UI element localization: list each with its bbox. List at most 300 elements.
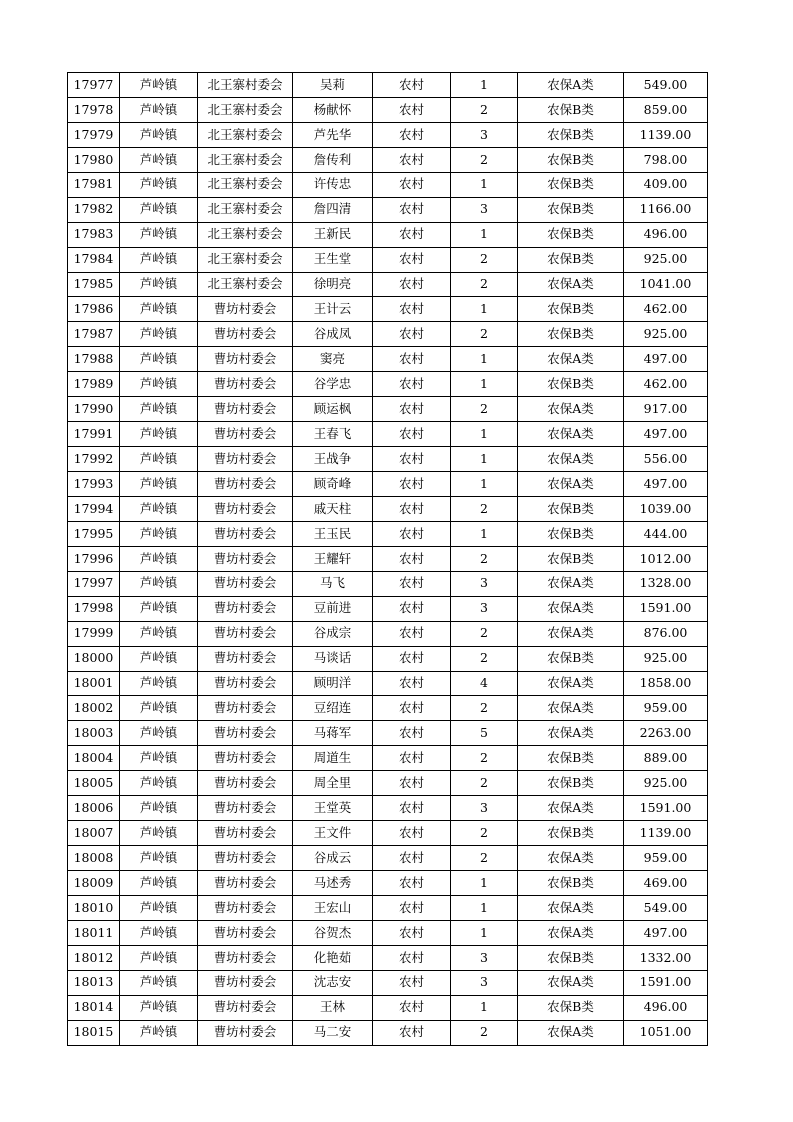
record-id-cell: 18009 xyxy=(68,871,120,896)
town-cell: 芦岭镇 xyxy=(120,73,198,98)
village-committee-cell: 曹坊村委会 xyxy=(198,546,293,571)
town-cell: 芦岭镇 xyxy=(120,322,198,347)
amount-cell: 1051.00 xyxy=(624,1020,708,1045)
amount-cell: 1858.00 xyxy=(624,671,708,696)
household-size-cell: 2 xyxy=(451,621,518,646)
village-committee-cell: 曹坊村委会 xyxy=(198,970,293,995)
household-size-cell: 1 xyxy=(451,871,518,896)
household-size-cell: 1 xyxy=(451,222,518,247)
town-cell: 芦岭镇 xyxy=(120,621,198,646)
roster-table xyxy=(67,72,708,1046)
name-cell: 马述秀 xyxy=(293,871,373,896)
name-cell: 马蒋军 xyxy=(293,721,373,746)
table-row xyxy=(68,596,708,621)
table-row xyxy=(68,496,708,521)
amount-cell: 1041.00 xyxy=(624,272,708,297)
area-type-cell: 农村 xyxy=(373,895,451,920)
insurance-category-cell: 农保B类 xyxy=(518,746,624,771)
household-size-cell: 3 xyxy=(451,571,518,596)
area-type-cell: 农村 xyxy=(373,347,451,372)
record-id-cell: 17980 xyxy=(68,147,120,172)
area-type-cell: 农村 xyxy=(373,995,451,1020)
town-cell: 芦岭镇 xyxy=(120,945,198,970)
area-type-cell: 农村 xyxy=(373,422,451,447)
record-id-cell: 17997 xyxy=(68,571,120,596)
roster-body xyxy=(68,73,708,1046)
record-id-cell: 17992 xyxy=(68,447,120,472)
area-type-cell: 农村 xyxy=(373,197,451,222)
record-id-cell: 17981 xyxy=(68,172,120,197)
insurance-category-cell: 农保B类 xyxy=(518,322,624,347)
table-row xyxy=(68,821,708,846)
insurance-category-cell: 农保A类 xyxy=(518,447,624,472)
name-cell: 马谈话 xyxy=(293,646,373,671)
name-cell: 王文件 xyxy=(293,821,373,846)
record-id-cell: 17988 xyxy=(68,347,120,372)
town-cell: 芦岭镇 xyxy=(120,696,198,721)
town-cell: 芦岭镇 xyxy=(120,372,198,397)
village-committee-cell: 北王寨村委会 xyxy=(198,197,293,222)
household-size-cell: 2 xyxy=(451,496,518,521)
village-committee-cell: 曹坊村委会 xyxy=(198,472,293,497)
table-row xyxy=(68,646,708,671)
village-committee-cell: 曹坊村委会 xyxy=(198,920,293,945)
amount-cell: 959.00 xyxy=(624,846,708,871)
household-size-cell: 2 xyxy=(451,147,518,172)
name-cell: 谷学忠 xyxy=(293,372,373,397)
village-committee-cell: 曹坊村委会 xyxy=(198,995,293,1020)
village-committee-cell: 曹坊村委会 xyxy=(198,422,293,447)
village-committee-cell: 曹坊村委会 xyxy=(198,297,293,322)
name-cell: 王新民 xyxy=(293,222,373,247)
record-id-cell: 18008 xyxy=(68,846,120,871)
name-cell: 王林 xyxy=(293,995,373,1020)
household-size-cell: 2 xyxy=(451,746,518,771)
area-type-cell: 农村 xyxy=(373,73,451,98)
table-row xyxy=(68,696,708,721)
household-size-cell: 1 xyxy=(451,447,518,472)
village-committee-cell: 曹坊村委会 xyxy=(198,621,293,646)
village-committee-cell: 曹坊村委会 xyxy=(198,1020,293,1045)
table-row xyxy=(68,472,708,497)
town-cell: 芦岭镇 xyxy=(120,521,198,546)
town-cell: 芦岭镇 xyxy=(120,821,198,846)
table-row xyxy=(68,322,708,347)
name-cell: 王宏山 xyxy=(293,895,373,920)
village-committee-cell: 曹坊村委会 xyxy=(198,945,293,970)
area-type-cell: 农村 xyxy=(373,596,451,621)
amount-cell: 959.00 xyxy=(624,696,708,721)
village-committee-cell: 北王寨村委会 xyxy=(198,272,293,297)
area-type-cell: 农村 xyxy=(373,696,451,721)
name-cell: 豆绍连 xyxy=(293,696,373,721)
area-type-cell: 农村 xyxy=(373,122,451,147)
village-committee-cell: 曹坊村委会 xyxy=(198,871,293,896)
town-cell: 芦岭镇 xyxy=(120,297,198,322)
household-size-cell: 3 xyxy=(451,197,518,222)
name-cell: 沈志安 xyxy=(293,970,373,995)
record-id-cell: 17990 xyxy=(68,397,120,422)
record-id-cell: 18004 xyxy=(68,746,120,771)
record-id-cell: 17996 xyxy=(68,546,120,571)
record-id-cell: 18002 xyxy=(68,696,120,721)
insurance-category-cell: 农保A类 xyxy=(518,895,624,920)
name-cell: 王耀轩 xyxy=(293,546,373,571)
name-cell: 马二安 xyxy=(293,1020,373,1045)
village-committee-cell: 北王寨村委会 xyxy=(198,172,293,197)
insurance-category-cell: 农保B类 xyxy=(518,247,624,272)
town-cell: 芦岭镇 xyxy=(120,147,198,172)
name-cell: 顾奇峰 xyxy=(293,472,373,497)
insurance-category-cell: 农保A类 xyxy=(518,696,624,721)
amount-cell: 469.00 xyxy=(624,871,708,896)
insurance-category-cell: 农保A类 xyxy=(518,1020,624,1045)
household-size-cell: 1 xyxy=(451,521,518,546)
record-id-cell: 17987 xyxy=(68,322,120,347)
amount-cell: 917.00 xyxy=(624,397,708,422)
table-row xyxy=(68,197,708,222)
area-type-cell: 农村 xyxy=(373,721,451,746)
area-type-cell: 农村 xyxy=(373,970,451,995)
table-row xyxy=(68,771,708,796)
insurance-category-cell: 农保A类 xyxy=(518,571,624,596)
record-id-cell: 17994 xyxy=(68,496,120,521)
name-cell: 周全里 xyxy=(293,771,373,796)
insurance-category-cell: 农保B类 xyxy=(518,297,624,322)
name-cell: 谷成宗 xyxy=(293,621,373,646)
name-cell: 王计云 xyxy=(293,297,373,322)
amount-cell: 1328.00 xyxy=(624,571,708,596)
record-id-cell: 18011 xyxy=(68,920,120,945)
record-id-cell: 17998 xyxy=(68,596,120,621)
table-row xyxy=(68,272,708,297)
town-cell: 芦岭镇 xyxy=(120,447,198,472)
name-cell: 谷成凤 xyxy=(293,322,373,347)
record-id-cell: 18003 xyxy=(68,721,120,746)
town-cell: 芦岭镇 xyxy=(120,247,198,272)
insurance-category-cell: 农保A类 xyxy=(518,970,624,995)
insurance-category-cell: 农保A类 xyxy=(518,621,624,646)
household-size-cell: 1 xyxy=(451,73,518,98)
village-committee-cell: 曹坊村委会 xyxy=(198,322,293,347)
name-cell: 王玉民 xyxy=(293,521,373,546)
table-row xyxy=(68,945,708,970)
name-cell: 谷成云 xyxy=(293,846,373,871)
name-cell: 谷贺杰 xyxy=(293,920,373,945)
area-type-cell: 农村 xyxy=(373,147,451,172)
table-row xyxy=(68,796,708,821)
town-cell: 芦岭镇 xyxy=(120,871,198,896)
town-cell: 芦岭镇 xyxy=(120,122,198,147)
household-size-cell: 2 xyxy=(451,397,518,422)
town-cell: 芦岭镇 xyxy=(120,970,198,995)
amount-cell: 925.00 xyxy=(624,322,708,347)
amount-cell: 556.00 xyxy=(624,447,708,472)
amount-cell: 496.00 xyxy=(624,222,708,247)
household-size-cell: 2 xyxy=(451,821,518,846)
area-type-cell: 农村 xyxy=(373,821,451,846)
table-row xyxy=(68,297,708,322)
area-type-cell: 农村 xyxy=(373,496,451,521)
household-size-cell: 1 xyxy=(451,995,518,1020)
household-size-cell: 1 xyxy=(451,347,518,372)
amount-cell: 889.00 xyxy=(624,746,708,771)
amount-cell: 1012.00 xyxy=(624,546,708,571)
village-committee-cell: 曹坊村委会 xyxy=(198,347,293,372)
household-size-cell: 3 xyxy=(451,970,518,995)
amount-cell: 462.00 xyxy=(624,297,708,322)
town-cell: 芦岭镇 xyxy=(120,546,198,571)
table-row xyxy=(68,147,708,172)
village-committee-cell: 曹坊村委会 xyxy=(198,496,293,521)
name-cell: 戚天柱 xyxy=(293,496,373,521)
amount-cell: 859.00 xyxy=(624,97,708,122)
amount-cell: 497.00 xyxy=(624,347,708,372)
table-row xyxy=(68,846,708,871)
insurance-category-cell: 农保B类 xyxy=(518,372,624,397)
household-size-cell: 1 xyxy=(451,372,518,397)
amount-cell: 1332.00 xyxy=(624,945,708,970)
village-committee-cell: 曹坊村委会 xyxy=(198,771,293,796)
insurance-category-cell: 农保A类 xyxy=(518,920,624,945)
amount-cell: 549.00 xyxy=(624,895,708,920)
town-cell: 芦岭镇 xyxy=(120,172,198,197)
area-type-cell: 农村 xyxy=(373,247,451,272)
table-row xyxy=(68,447,708,472)
household-size-cell: 3 xyxy=(451,945,518,970)
insurance-category-cell: 农保A类 xyxy=(518,73,624,98)
area-type-cell: 农村 xyxy=(373,846,451,871)
record-id-cell: 18001 xyxy=(68,671,120,696)
insurance-category-cell: 农保B类 xyxy=(518,496,624,521)
household-size-cell: 1 xyxy=(451,297,518,322)
table-row xyxy=(68,721,708,746)
table-row xyxy=(68,397,708,422)
village-committee-cell: 曹坊村委会 xyxy=(198,646,293,671)
town-cell: 芦岭镇 xyxy=(120,920,198,945)
insurance-category-cell: 农保B类 xyxy=(518,97,624,122)
village-committee-cell: 北王寨村委会 xyxy=(198,247,293,272)
table-row xyxy=(68,222,708,247)
name-cell: 詹传利 xyxy=(293,147,373,172)
area-type-cell: 农村 xyxy=(373,546,451,571)
record-id-cell: 17995 xyxy=(68,521,120,546)
household-size-cell: 3 xyxy=(451,796,518,821)
village-committee-cell: 曹坊村委会 xyxy=(198,671,293,696)
area-type-cell: 农村 xyxy=(373,322,451,347)
amount-cell: 1591.00 xyxy=(624,970,708,995)
town-cell: 芦岭镇 xyxy=(120,895,198,920)
area-type-cell: 农村 xyxy=(373,97,451,122)
town-cell: 芦岭镇 xyxy=(120,197,198,222)
village-committee-cell: 曹坊村委会 xyxy=(198,521,293,546)
insurance-category-cell: 农保B类 xyxy=(518,945,624,970)
record-id-cell: 17999 xyxy=(68,621,120,646)
name-cell: 化艳茹 xyxy=(293,945,373,970)
record-id-cell: 17982 xyxy=(68,197,120,222)
area-type-cell: 农村 xyxy=(373,222,451,247)
name-cell: 詹四清 xyxy=(293,197,373,222)
area-type-cell: 农村 xyxy=(373,521,451,546)
name-cell: 许传忠 xyxy=(293,172,373,197)
amount-cell: 925.00 xyxy=(624,646,708,671)
village-committee-cell: 曹坊村委会 xyxy=(198,696,293,721)
area-type-cell: 农村 xyxy=(373,372,451,397)
insurance-category-cell: 农保A类 xyxy=(518,671,624,696)
household-size-cell: 2 xyxy=(451,771,518,796)
area-type-cell: 农村 xyxy=(373,746,451,771)
area-type-cell: 农村 xyxy=(373,1020,451,1045)
record-id-cell: 18000 xyxy=(68,646,120,671)
village-committee-cell: 曹坊村委会 xyxy=(198,447,293,472)
record-id-cell: 18013 xyxy=(68,970,120,995)
record-id-cell: 17986 xyxy=(68,297,120,322)
town-cell: 芦岭镇 xyxy=(120,721,198,746)
town-cell: 芦岭镇 xyxy=(120,1020,198,1045)
insurance-category-cell: 农保A类 xyxy=(518,347,624,372)
record-id-cell: 17979 xyxy=(68,122,120,147)
table-row xyxy=(68,521,708,546)
town-cell: 芦岭镇 xyxy=(120,472,198,497)
household-size-cell: 2 xyxy=(451,546,518,571)
town-cell: 芦岭镇 xyxy=(120,571,198,596)
record-id-cell: 18006 xyxy=(68,796,120,821)
village-committee-cell: 曹坊村委会 xyxy=(198,571,293,596)
amount-cell: 1166.00 xyxy=(624,197,708,222)
table-row xyxy=(68,970,708,995)
name-cell: 王堂英 xyxy=(293,796,373,821)
amount-cell: 1039.00 xyxy=(624,496,708,521)
town-cell: 芦岭镇 xyxy=(120,846,198,871)
insurance-category-cell: 农保A类 xyxy=(518,721,624,746)
name-cell: 芦先华 xyxy=(293,122,373,147)
amount-cell: 409.00 xyxy=(624,172,708,197)
name-cell: 吴莉 xyxy=(293,73,373,98)
town-cell: 芦岭镇 xyxy=(120,272,198,297)
record-id-cell: 18007 xyxy=(68,821,120,846)
name-cell: 窦亮 xyxy=(293,347,373,372)
insurance-category-cell: 农保B类 xyxy=(518,821,624,846)
insurance-category-cell: 农保B类 xyxy=(518,646,624,671)
amount-cell: 876.00 xyxy=(624,621,708,646)
village-committee-cell: 曹坊村委会 xyxy=(198,895,293,920)
area-type-cell: 农村 xyxy=(373,272,451,297)
table-row xyxy=(68,571,708,596)
village-committee-cell: 北王寨村委会 xyxy=(198,122,293,147)
insurance-category-cell: 农保B类 xyxy=(518,995,624,1020)
insurance-category-cell: 农保A类 xyxy=(518,796,624,821)
town-cell: 芦岭镇 xyxy=(120,746,198,771)
table-row xyxy=(68,422,708,447)
area-type-cell: 农村 xyxy=(373,796,451,821)
record-id-cell: 17985 xyxy=(68,272,120,297)
area-type-cell: 农村 xyxy=(373,571,451,596)
amount-cell: 444.00 xyxy=(624,521,708,546)
household-size-cell: 2 xyxy=(451,1020,518,1045)
table-row xyxy=(68,920,708,945)
village-committee-cell: 曹坊村委会 xyxy=(198,796,293,821)
village-committee-cell: 曹坊村委会 xyxy=(198,596,293,621)
household-size-cell: 2 xyxy=(451,696,518,721)
insurance-category-cell: 农保B类 xyxy=(518,172,624,197)
amount-cell: 497.00 xyxy=(624,920,708,945)
table-row xyxy=(68,895,708,920)
record-id-cell: 17983 xyxy=(68,222,120,247)
record-id-cell: 17989 xyxy=(68,372,120,397)
household-size-cell: 2 xyxy=(451,646,518,671)
name-cell: 周道生 xyxy=(293,746,373,771)
table-row xyxy=(68,671,708,696)
record-id-cell: 17993 xyxy=(68,472,120,497)
name-cell: 马飞 xyxy=(293,571,373,596)
town-cell: 芦岭镇 xyxy=(120,995,198,1020)
name-cell: 王春飞 xyxy=(293,422,373,447)
village-committee-cell: 曹坊村委会 xyxy=(198,372,293,397)
record-id-cell: 18005 xyxy=(68,771,120,796)
table-row xyxy=(68,995,708,1020)
record-id-cell: 18015 xyxy=(68,1020,120,1045)
name-cell: 顾运枫 xyxy=(293,397,373,422)
village-committee-cell: 北王寨村委会 xyxy=(198,222,293,247)
area-type-cell: 农村 xyxy=(373,472,451,497)
village-committee-cell: 曹坊村委会 xyxy=(198,821,293,846)
town-cell: 芦岭镇 xyxy=(120,771,198,796)
insurance-category-cell: 农保A类 xyxy=(518,472,624,497)
area-type-cell: 农村 xyxy=(373,621,451,646)
town-cell: 芦岭镇 xyxy=(120,422,198,447)
town-cell: 芦岭镇 xyxy=(120,796,198,821)
insurance-category-cell: 农保B类 xyxy=(518,521,624,546)
village-committee-cell: 曹坊村委会 xyxy=(198,846,293,871)
amount-cell: 549.00 xyxy=(624,73,708,98)
town-cell: 芦岭镇 xyxy=(120,496,198,521)
household-size-cell: 2 xyxy=(451,272,518,297)
amount-cell: 1139.00 xyxy=(624,821,708,846)
insurance-category-cell: 农保B类 xyxy=(518,871,624,896)
insurance-category-cell: 农保B类 xyxy=(518,197,624,222)
name-cell: 顾明洋 xyxy=(293,671,373,696)
insurance-category-cell: 农保B类 xyxy=(518,771,624,796)
amount-cell: 925.00 xyxy=(624,247,708,272)
insurance-category-cell: 农保B类 xyxy=(518,147,624,172)
record-id-cell: 17977 xyxy=(68,73,120,98)
village-committee-cell: 曹坊村委会 xyxy=(198,721,293,746)
amount-cell: 925.00 xyxy=(624,771,708,796)
amount-cell: 496.00 xyxy=(624,995,708,1020)
insurance-category-cell: 农保B类 xyxy=(518,222,624,247)
insurance-category-cell: 农保A类 xyxy=(518,846,624,871)
area-type-cell: 农村 xyxy=(373,397,451,422)
village-committee-cell: 曹坊村委会 xyxy=(198,746,293,771)
area-type-cell: 农村 xyxy=(373,646,451,671)
area-type-cell: 农村 xyxy=(373,871,451,896)
table-row xyxy=(68,546,708,571)
table-row xyxy=(68,122,708,147)
record-id-cell: 18010 xyxy=(68,895,120,920)
household-size-cell: 1 xyxy=(451,472,518,497)
area-type-cell: 农村 xyxy=(373,920,451,945)
table-row xyxy=(68,1020,708,1045)
household-size-cell: 1 xyxy=(451,895,518,920)
amount-cell: 798.00 xyxy=(624,147,708,172)
table-row xyxy=(68,172,708,197)
table-row xyxy=(68,97,708,122)
table-row xyxy=(68,247,708,272)
insurance-category-cell: 农保A类 xyxy=(518,422,624,447)
household-size-cell: 5 xyxy=(451,721,518,746)
amount-cell: 1591.00 xyxy=(624,596,708,621)
village-committee-cell: 曹坊村委会 xyxy=(198,397,293,422)
